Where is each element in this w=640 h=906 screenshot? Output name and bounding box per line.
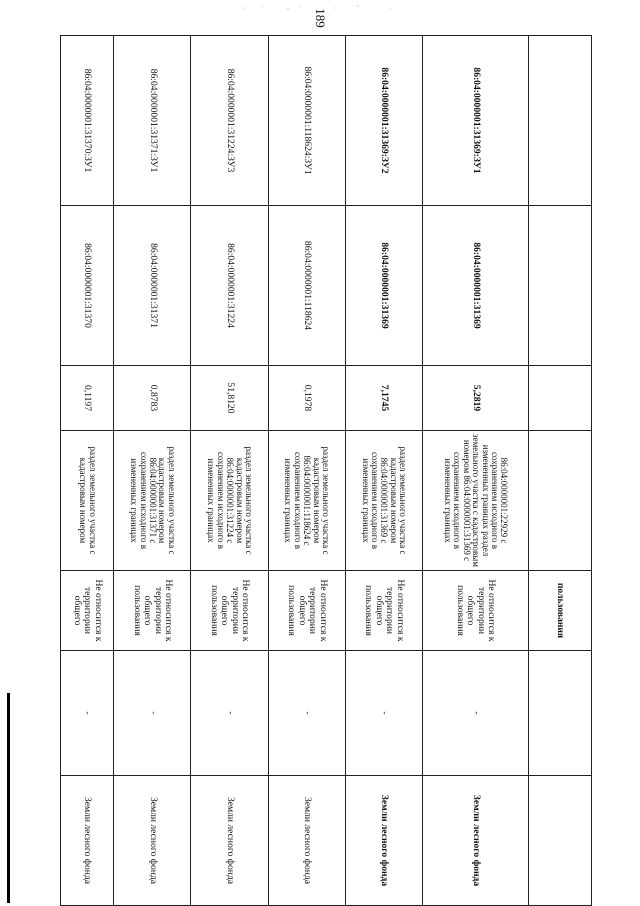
header-cell: [529, 651, 592, 776]
header-cell: [529, 431, 592, 571]
territory-status-cell: Не относится к территории общего пользования: [191, 571, 268, 651]
territory-status-cell: Не относится к территории общего пользования: [345, 571, 422, 651]
territory-status-cell: Не относится к территории общего пользования: [422, 571, 528, 651]
header-cell: [529, 366, 592, 431]
parcel-designation-cell: 86:04:0000001:31370:ЗУ1: [61, 36, 114, 206]
land-category-cell: Земли лесного фонда: [345, 776, 422, 906]
table-row: [345, 36, 422, 906]
land-category-cell: Земли лесного фонда: [191, 776, 268, 906]
restriction-cell: -: [422, 651, 528, 776]
area-cell: 5,2819: [422, 366, 528, 431]
formation-method-cell: раздел земельного участка с кадастровым номером: [61, 431, 114, 571]
restriction-cell: -: [268, 651, 345, 776]
source-parcel-cell: 86:04:0000001:31369: [345, 206, 422, 366]
formation-method-cell: раздел земельного участка с кадастровым номером 86:04:0000001:118624 с сохранением исходного в измененных границах: [268, 431, 345, 571]
table-row: [268, 36, 345, 906]
parcel-designation-cell: 86:04:0000001:118624:ЗУ1: [268, 36, 345, 206]
table-header-fragment: [529, 36, 592, 906]
formation-method-cell: раздел земельного участка с кадастровым номером 86:04:0000001:31369 с сохранением исходного в измененных границах: [345, 431, 422, 571]
header-cell: [529, 36, 592, 206]
source-parcel-cell: 86:04:0000001:118624: [268, 206, 345, 366]
land-parcels-table: [60, 35, 592, 906]
source-parcel-cell: 86:04:0000001:31224: [191, 206, 268, 366]
restriction-cell: -: [114, 651, 191, 776]
table-row: [422, 36, 528, 906]
land-category-cell: Земли лесного фонда: [422, 776, 528, 906]
parcel-designation-cell: 86:04:0000001:31369:ЗУ1: [422, 36, 528, 206]
formation-method-cell: раздел земельного участка с кадастровым номером 86:04:0000001:31371 с сохранением исходного в измененных границах: [114, 431, 191, 571]
header-cell: пользования: [529, 571, 592, 651]
restriction-cell: -: [191, 651, 268, 776]
restriction-cell: -: [345, 651, 422, 776]
rotated-table-wrapper: [60, 35, 592, 905]
territory-status-cell: Не относится к территории общего пользования: [114, 571, 191, 651]
source-parcel-cell: 86:04:0000001:31369: [422, 206, 528, 366]
scan-edge-bar: [7, 693, 10, 903]
territory-status-cell: Не относится к территории общего пользования: [268, 571, 345, 651]
area-cell: 0,1197: [61, 366, 114, 431]
table-body: [61, 36, 592, 906]
area-cell: 0,1978: [268, 366, 345, 431]
header-cell: [529, 776, 592, 906]
restriction-cell: -: [61, 651, 114, 776]
land-category-cell: Земли лесного фонда: [268, 776, 345, 906]
source-parcel-cell: 86:04:0000001:31371: [114, 206, 191, 366]
parcel-designation-cell: 86:04:0000001:31371:ЗУ1: [114, 36, 191, 206]
formation-method-cell: 86:04:0000001:22929 с сохранением исходного в измененных границах раздел земельного участка с кадастровым номером 86:04:0000001:31369 с сохранением исходного в измененных границах: [422, 431, 528, 571]
area-cell: 0,8783: [114, 366, 191, 431]
territory-status-cell: Не относится к территории общего: [61, 571, 114, 651]
scan-noise: [240, 2, 410, 14]
page-number: 189: [313, 8, 328, 28]
land-category-cell: Земли лесного фонда: [114, 776, 191, 906]
area-cell: 7,1745: [345, 366, 422, 431]
table-row: [191, 36, 268, 906]
parcel-designation-cell: 86:04:0000001:31369:ЗУ2: [345, 36, 422, 206]
formation-method-cell: раздел земельного участка с кадастровым номером 86:04:0000001:31224 с сохранением исходного в измененных границах: [191, 431, 268, 571]
table-row: [61, 36, 114, 906]
area-cell: 51,8120: [191, 366, 268, 431]
parcel-designation-cell: 86:04:0000001:31224:ЗУ3: [191, 36, 268, 206]
table-row: [114, 36, 191, 906]
header-cell: [529, 206, 592, 366]
source-parcel-cell: 86:04:0000001:31370: [61, 206, 114, 366]
land-category-cell: Земли лесного фонда: [61, 776, 114, 906]
